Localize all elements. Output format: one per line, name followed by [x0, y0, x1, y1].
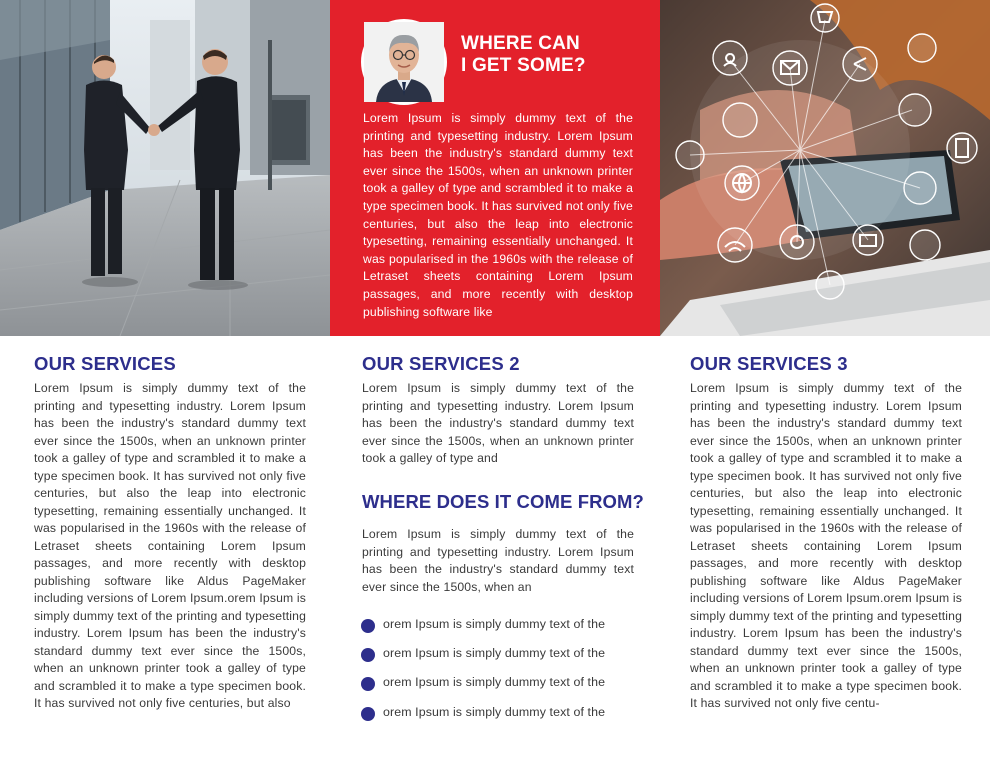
bullet-list	[361, 609, 651, 726]
portrait-image	[364, 22, 444, 102]
red-heading-line1: WHERE CAN	[461, 33, 580, 54]
tablet-network-photo	[660, 0, 990, 336]
portrait-avatar	[361, 19, 447, 105]
bullet-text: orem Ipsum is simply dummy text of the	[383, 645, 606, 660]
where-does-it-come-from-title: WHERE DOES IT COME FROM?	[362, 491, 644, 512]
services-2-body: Lorem Ipsum is simply dummy text of the printing and typesetting industry. Lorem Ipsum has been the industry's standard dummy text ever since the 1500s, when an unknown printer took a galley of type and	[362, 381, 634, 465]
tablet-network-illustration	[660, 0, 990, 336]
handshake-photo	[0, 0, 330, 336]
services-3-body: Lorem Ipsum is simply dummy text of the printing and typesetting industry. Lorem Ipsum has been the industry's standard dummy text ever since the 1500s, when an unknown printer took a galley of type and scrambled it to make a type specimen book. It has survived not only five centuries, but also the leap into electronic typesetting, remaining essentially unchanged. It was popularised in the 1960s with the release of Letraset sheets containing Lorem Ipsum passages, and more recently with desktop publishing software like Aldus PageMaker including versions of Lorem Ipsum.orem Ipsum is simply dummy text of the printing and typesetting industry. Lorem Ipsum has been the industry's standard dummy text ever since the 1500s, when an unknown printer took a galley of type and scrambled it to make a type specimen book. It has survived not only five centu-	[690, 381, 962, 710]
red-panel-body: Lorem Ipsum is simply dummy text of the printing and typesetting industry. Lorem Ipsum has been the industry's standard dummy text ever since the 1500s, when an unknown printer took a galley of type and scrambled it to make a type specimen book. It has survived not only five centuries, but also the leap into electronic typesetting, remaining essentially unchanged. It was popularised in the 1960s with the release of Letraset sheets containing Lorem Ipsum passages, and more recently with desktop publishing software like	[363, 111, 633, 319]
red-heading-line2: I GET SOME?	[461, 55, 586, 76]
services-3-title: OUR SERVICES 3	[690, 353, 848, 374]
bullet-dot-icon	[361, 677, 375, 691]
where-from-body: Lorem Ipsum is simply dummy text of the printing and typesetting industry. Lorem Ipsum has been the industry's standard dummy text ever since the 1500s, when an	[362, 527, 634, 594]
services-1-title: OUR SERVICES	[34, 353, 176, 374]
bullet-dot-icon	[361, 619, 375, 633]
services-column-1	[34, 352, 306, 750]
bullet-text: orem Ipsum is simply dummy text of the	[383, 616, 606, 631]
where-from-text-block	[362, 526, 634, 596]
services-2-title: OUR SERVICES 2	[362, 353, 520, 374]
services-column-3	[690, 352, 962, 713]
services-column-2	[362, 352, 634, 465]
where-can-i-get-some-panel	[330, 0, 660, 336]
top-image-row	[0, 0, 990, 336]
list-item	[361, 668, 651, 697]
services-1-body: Lorem Ipsum is simply dummy text of the printing and typesetting industry. Lorem Ipsum has been the industry's standard dummy text ever since the 1500s, when an unknown printer took a galley of type and scrambled it to make a type specimen book. It has survived not only five centuries, but also the leap into electronic typesetting, remaining essentially unchanged. It was popularised in the 1960s with the release of Letraset sheets containing Lorem Ipsum passages, and more recently with desktop publishing software like Aldus PageMaker including versions of Lorem Ipsum.orem Ipsum is simply dummy text of the printing and typesetting industry. Lorem Ipsum has been the industry's standard dummy text ever since the 1500s, when an unknown printer took a galley of type and scrambled it to make a type specimen book. It has survived not only five centuries, but also	[34, 381, 306, 710]
list-item	[361, 638, 651, 667]
red-panel-heading	[461, 33, 641, 77]
bullet-text: orem Ipsum is simply dummy text of the	[383, 675, 606, 690]
bullet-dot-icon	[361, 707, 375, 721]
bullet-text: orem Ipsum is simply dummy text of the	[383, 704, 606, 719]
handshake-illustration	[0, 0, 330, 336]
list-item	[361, 697, 651, 726]
bullet-dot-icon	[361, 648, 375, 662]
list-item	[361, 609, 651, 638]
